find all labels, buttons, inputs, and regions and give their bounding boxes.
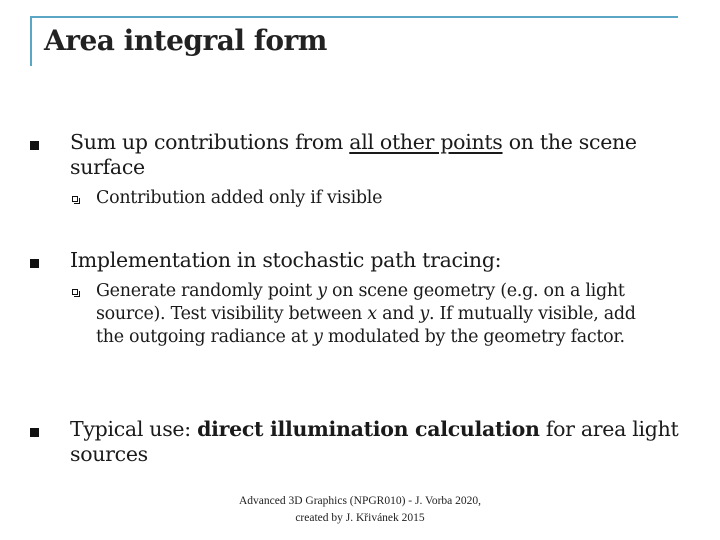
square-bullet-icon [30, 259, 39, 268]
variable-y: y [317, 281, 327, 301]
bullet-2-text: Implementation in stochastic path tracing: [70, 248, 502, 272]
slide-title: Area integral form [44, 24, 327, 57]
bullet-1-underlined-text: all other points [349, 130, 503, 154]
title-frame-left-line [30, 16, 32, 66]
bullet-1-text-b: on the scene surface [70, 130, 637, 179]
bullet-2-sub-p2: on scene geometry (e.g. on a light source). Test visibility between [96, 281, 625, 324]
hollow-square-bullet-icon [72, 289, 78, 295]
footer-line-1: Advanced 3D Graphics (NPGR010) - J. Vorba 2020, [239, 495, 481, 507]
bullet-2-sub-p4: . If mutually visible, add the outgoing radiance at [96, 304, 636, 347]
bullet-3-text-a: Typical use: [70, 417, 198, 441]
bullet-2-sub-p3: and [376, 304, 420, 324]
bullet-1-sub-text: Contribution added only if visible [96, 188, 383, 208]
variable-y: y [312, 327, 323, 347]
bullet-2-sub-p1: Generate randomly point [96, 281, 318, 301]
slide-footer [200, 493, 520, 527]
variable-x: x [367, 304, 377, 324]
bullet-3-text [70, 417, 680, 467]
variable-y: y [419, 304, 429, 324]
square-bullet-icon [30, 141, 39, 150]
bullet-2-sub-p5: modulated by the geometry factor. [322, 327, 625, 347]
square-bullet-icon [30, 428, 39, 437]
bullet-2-sub-text [96, 280, 656, 349]
title-frame-top-line [30, 16, 678, 18]
footer-line-2: created by J. Křivánek 2015 [295, 512, 425, 524]
bullet-1-text-a: Sum up contributions from [70, 130, 350, 154]
hollow-square-bullet-icon [72, 196, 78, 202]
bullet-3-bold-text: direct illumination calculation [197, 417, 540, 441]
bullet-1-text [70, 130, 680, 180]
bullet-3-text-b: for area light sources [70, 417, 679, 466]
